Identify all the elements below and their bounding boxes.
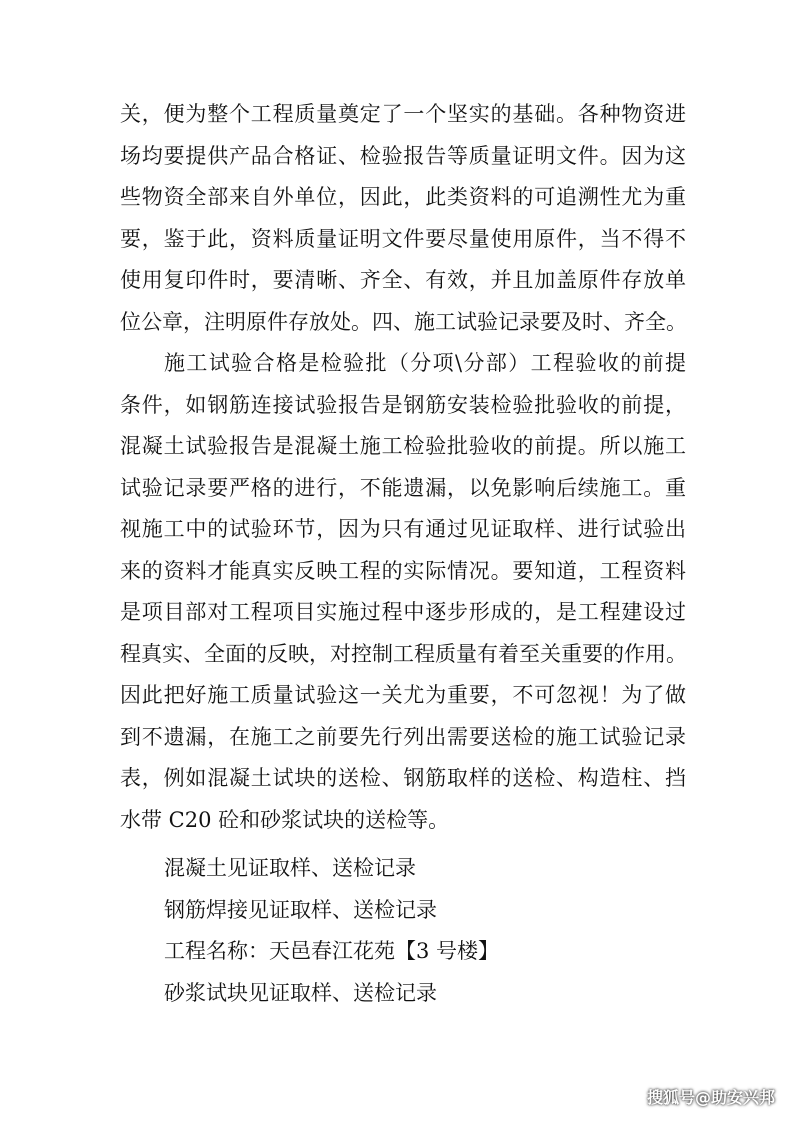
record-title-rebar-welding: 钢筋焊接见证取样、送检记录 — [164, 897, 437, 922]
paragraph-line: 视施工中的试验环节，因为只有通过见证取样、进行试验出 — [120, 517, 686, 541]
paragraph-line: 混凝土试验报告是混凝土施工检验批验收的前提。所以施工 — [120, 434, 686, 458]
paragraph-line: 到不遗漏，在施工之前要先行列出需要送检的施工试验记录 — [120, 724, 686, 749]
paragraph-line: 表，例如混凝土试块的送检、钢筋取样的送检、构造柱、挡 — [120, 766, 686, 790]
paragraph-line: 要，鉴于此，资料质量证明文件要尽量使用原件，当不得不 — [120, 226, 686, 251]
paragraph-2 — [120, 343, 686, 841]
paragraph-line: 程真实、全面的反映，对控制工程质量有着至关重要的作用。 — [120, 641, 687, 666]
project-name: 工程名称：天邑春江花苑【3 号楼】 — [164, 939, 500, 963]
paragraph-line: 场均要提供产品合格证、检验报告等质量证明文件。因为这 — [120, 143, 686, 168]
paragraph-line: 来的资料才能真实反映工程的实际情况。要知道，工程资料 — [120, 558, 686, 583]
watermark: 搜狐号@助安兴邦 — [646, 1088, 775, 1107]
record-titles — [164, 848, 499, 1014]
body-text — [120, 94, 686, 841]
paragraph-line: 位公章，注明原件存放处。四、施工试验记录要及时、齐全。 — [120, 309, 687, 334]
paragraph-line: 条件，如钢筋连接试验报告是钢筋安装检验批验收的前提， — [120, 392, 686, 417]
paragraph-line: 关，便为整个工程质量奠定了一个坚实的基础。各种物资进 — [120, 102, 686, 126]
paragraph-line: 试验记录要严格的进行，不能遗漏，以免影响后续施工。重 — [120, 475, 686, 500]
paragraph-line: 使用复印件时，要清晰、齐全、有效，并且加盖原件存放单 — [120, 268, 686, 292]
record-title-concrete: 混凝土见证取样、送检记录 — [164, 856, 416, 880]
paragraph-line: 些物资全部来自外单位，因此，此类资料的可追溯性尤为重 — [120, 185, 686, 209]
paragraph-line: 施工试验合格是检验批（分项\分部）工程验收的前提 — [164, 351, 686, 375]
paragraph-line: 水带 C20 砼和砂浆试块的送检等。 — [120, 807, 450, 832]
record-title-mortar: 砂浆试块见证取样、送检记录 — [164, 980, 437, 1005]
paragraph-line: 因此把好施工质量试验这一关尤为重要，不可忽视！为了做 — [120, 683, 686, 707]
paragraph-1 — [120, 94, 686, 343]
paragraph-line: 是项目部对工程项目实施过程中逐步形成的，是工程建设过 — [120, 600, 686, 624]
